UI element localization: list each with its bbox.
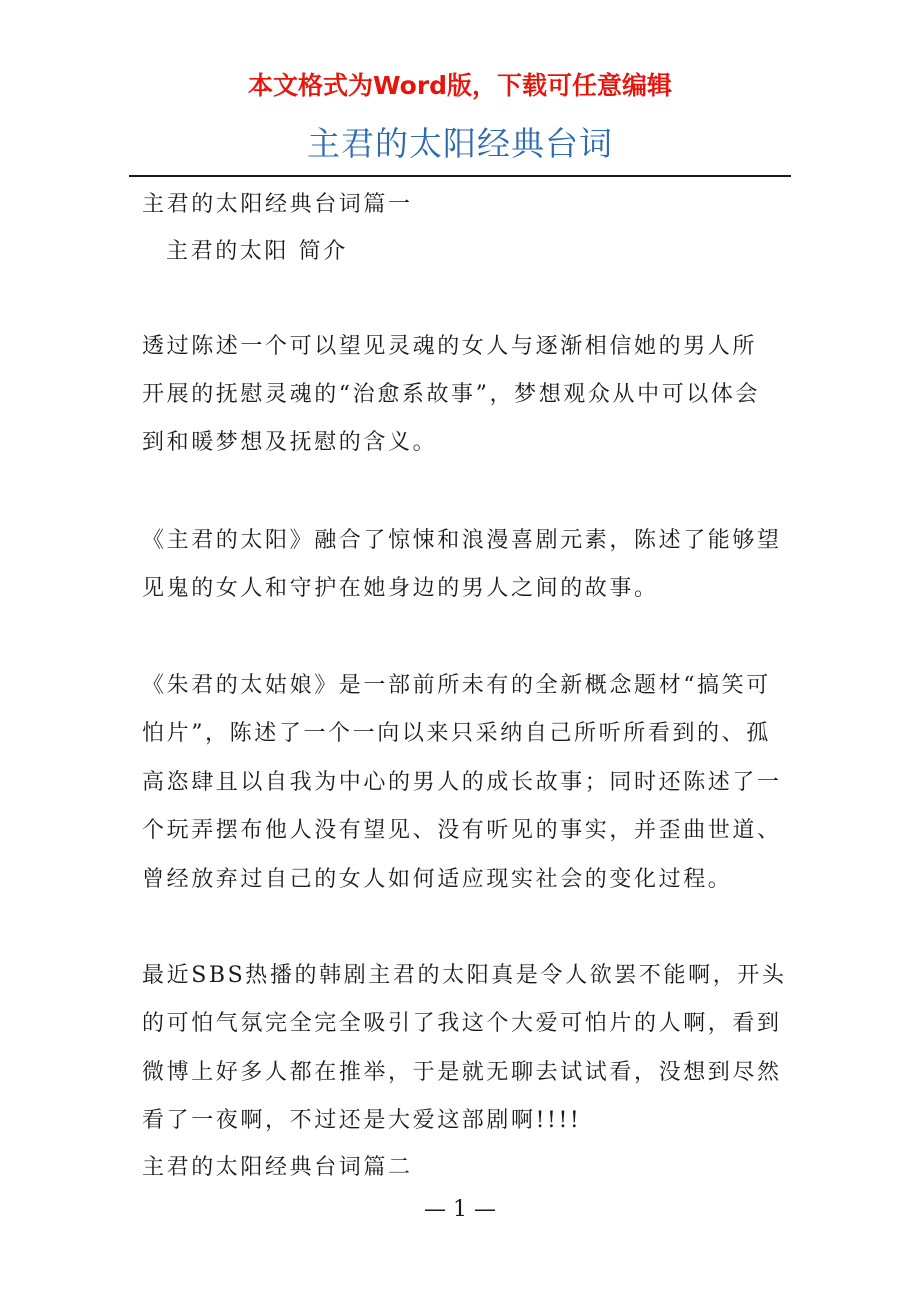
title-divider — [129, 175, 791, 177]
section-heading-2: 主君的太阳经典台词篇二 — [142, 1155, 413, 1180]
paragraph-4-line-2: 的可怕气氛完全完全吸引了我这个大爱可怕片的人啊，看到 — [142, 1011, 782, 1036]
download-banner: 本文格式为Word版，下载可任意编辑 — [247, 71, 673, 100]
paragraph-3-line-4: 个玩弄摆布他人没有望见、没有听见的事实，并歪曲世道、 — [142, 818, 782, 843]
paragraph-3-line-5: 曾经放弃过自己的女人如何适应现实社会的变化过程。 — [142, 867, 733, 892]
paragraph-1-line-3: 到和暖梦想及抚慰的含义。 — [142, 430, 438, 455]
paragraph-3-line-1: 《朱君的太姑娘》是一部前所未有的全新概念题材“搞笑可 — [142, 673, 771, 698]
paragraph-4-line-3: 微博上好多人都在推举，于是就无聊去试试看，没想到尽然 — [142, 1060, 782, 1085]
section-heading-1: 主君的太阳经典台词篇一 — [142, 192, 413, 217]
subheading-intro: 主君的太阳 简介 — [166, 239, 348, 264]
paragraph-2-line-1: 《主君的太阳》融合了惊悚和浪漫喜剧元素，陈述了能够望 — [142, 528, 782, 553]
paragraph-1-line-1: 透过陈述一个可以望见灵魂的女人与逐渐相信她的男人所 — [142, 334, 758, 359]
paragraph-3-line-2: 怕片”，陈述了一个一向以来只采纳自己所听所看到的、孤 — [142, 721, 771, 746]
document-title: 主君的太阳经典台词 — [307, 124, 613, 163]
page-number: — 1 — — [424, 1197, 496, 1222]
paragraph-2-line-2: 见鬼的女人和守护在她身边的男人之间的故事。 — [142, 576, 659, 601]
paragraph-4-line-1: 最近SBS热播的韩剧主君的太阳真是令人欲罢不能啊，开头 — [142, 963, 787, 988]
paragraph-3-line-3: 高恣肆且以自我为中心的男人的成长故事；同时还陈述了一 — [142, 770, 782, 795]
paragraph-1-line-2: 开展的抚慰灵魂的“治愈系故事”，梦想观众从中可以体会 — [142, 382, 761, 407]
paragraph-4-line-4: 看了一夜啊，不过还是大爱这部剧啊!!!! — [142, 1108, 582, 1133]
